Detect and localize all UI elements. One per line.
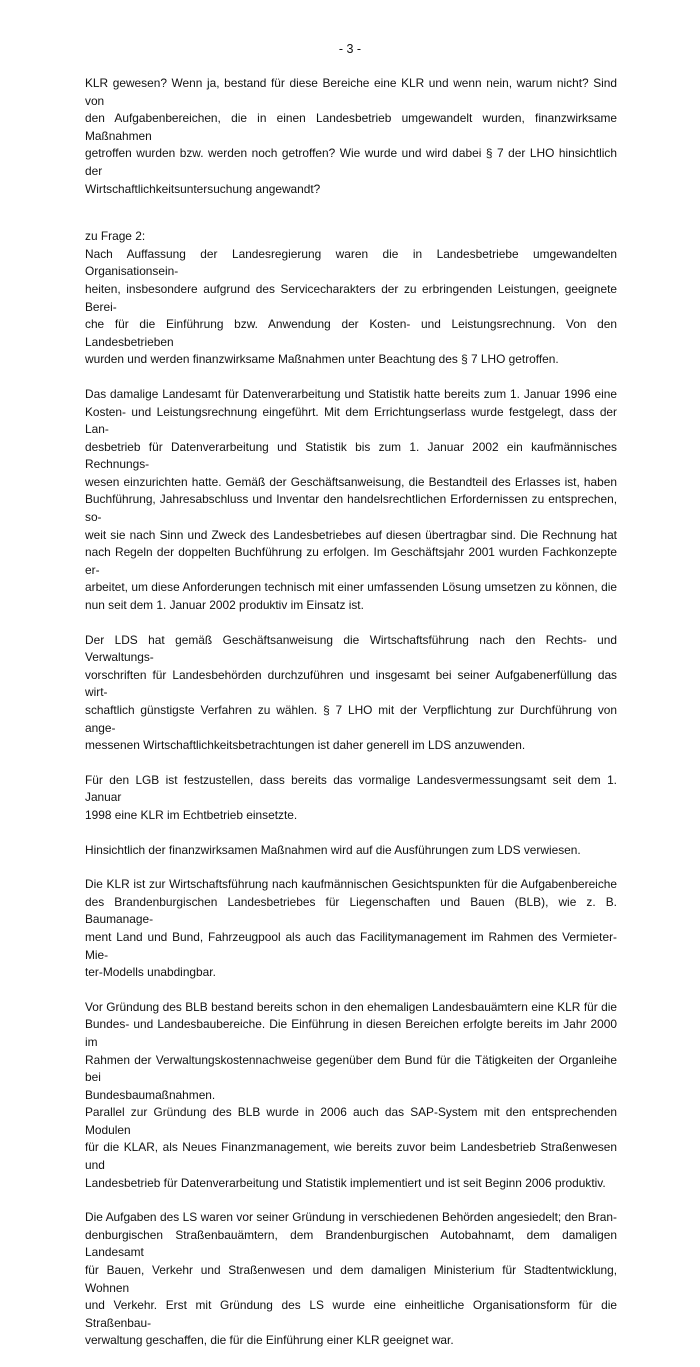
text-line: Kosten- und Leistungsrechnung eingeführt. Mit dem Errichtungserlass wurde festgelegt, dass der Lan- xyxy=(85,404,617,437)
text-line: Das damalige Landesamt für Datenverarbeitung und Statistik hatte bereits zum 1. Januar 1996 eine xyxy=(85,386,617,401)
text-line: Für den LGB ist festzustellen, dass bereits das vormalige Landesvermessungsamt seit dem 1. Januar xyxy=(85,772,617,805)
text-line: Bundes- und Landesbaubereiche. Die Einführung in diesen Bereichen erfolgte bereits im Jahr 2000 im xyxy=(85,1017,617,1049)
text-line: Hinsichtlich der finanzwirksamen Maßnahmen wird auf die Ausführungen zum LDS verwiesen. xyxy=(85,842,581,857)
text-line: heiten, insbesondere aufgrund des Servicecharakters der zu erbringenden Leistungen, geeignete Berei- xyxy=(85,281,617,314)
text-line: Landesbetrieb für Datenverarbeitung und Statistik implementiert und ist seit Beginn 2006 produktiv. xyxy=(85,1175,606,1190)
text-line: Parallel zur Gründung des BLB wurde in 2006 auch das SAP-System mit den entsprechenden Modulen xyxy=(85,1105,617,1137)
text-line: vorschriften für Landesbehörden durchzuführen und insgesamt bei seiner Aufgabenerfüllung das wirt- xyxy=(85,667,617,700)
text-line: wurden und werden finanzwirksame Maßnahmen unter Beachtung des § 7 LHO getroffen. xyxy=(85,352,559,367)
text-line: arbeitet, um diese Anforderungen technisch mit einer umfassenden Lösung umsetzen zu können, die xyxy=(85,580,617,595)
paragraph-blb-history xyxy=(85,999,617,1105)
text-line: Rahmen der Verwaltungskostennachweise gegenüber dem Bund für die Tätigkeiten der Organleihe bei xyxy=(85,1052,617,1085)
text-line: denburgischen Straßenbauämtern, dem Brandenburgischen Autobahnamt, dem damaligen Landesamt xyxy=(85,1227,617,1260)
text-line: 1998 eine KLR im Echtbetrieb einsetzte. xyxy=(85,807,298,822)
text-line: desbetrieb für Datenverarbeitung und Statistik bis zum 1. Januar 2002 ein kaufmännisches Rechnungs- xyxy=(85,439,617,472)
text-line: getroffen wurden bzw. werden noch getroffen? Wie wurde und wird dabei § 7 der LHO hinsichtlich der xyxy=(85,146,617,178)
text-line: Die KLR ist zur Wirtschaftsführung nach kaufmännischen Gesichtspunkten für die Aufgabenbereiche xyxy=(85,877,617,892)
text-line: ter-Modells unabdingbar. xyxy=(85,965,216,980)
text-line: Der LDS hat gemäß Geschäftsanweisung die Wirtschaftsführung nach den Rechts- und Verwaltungs- xyxy=(85,632,617,665)
paragraph-lgb xyxy=(85,772,617,825)
text-line: verwaltung geschaffen, die für die Einführung einer KLR geeignet war. xyxy=(85,1333,454,1348)
text-line: Buchführung, Jahresabschluss und Inventar den handelsrechtlichen Erfordernissen zu entsprechen, so- xyxy=(85,492,617,525)
text-line: ment Land und Bund, Fahrzeugpool als auch das Facilitymanagement im Rahmen des Vermieter-Mie- xyxy=(85,929,617,962)
paragraph-finance-reference xyxy=(85,842,617,860)
paragraph-question-continuation xyxy=(85,75,617,198)
text-line: des Brandenburgischen Landesbetriebes für Liegenschaften und Bauen (BLB), wie z. B. Baumanage- xyxy=(85,894,617,927)
paragraph-blb-klr xyxy=(85,876,617,982)
text-line: che für die Einführung bzw. Anwendung der Kosten- und Leistungsrechnung. Von den Landesbetrieben xyxy=(85,317,617,349)
paragraph-lds-management xyxy=(85,632,617,755)
paragraph-ls-history xyxy=(85,1209,617,1350)
text-line: messenen Wirtschaftlichkeitsbetrachtungen ist daher generell im LDS anzuwenden. xyxy=(85,738,526,753)
text-line: Wirtschaftlichkeitsuntersuchung angewandt? xyxy=(85,181,321,196)
text-line: KLR gewesen? Wenn ja, bestand für diese Bereiche eine KLR und wenn nein, warum nicht? Sind von xyxy=(85,76,617,108)
document-body xyxy=(85,75,617,1367)
text-line: für Bauen, Verkehr und Straßenwesen und dem damaligen Ministerium für Stadtentwicklung, Wohnen xyxy=(85,1263,617,1295)
page-number: - 3 - xyxy=(338,42,362,56)
text-line: für die KLAR, als Neues Finanzmanagement, wie bereits zuvor beim Landesbetrieb Straßenwesen und xyxy=(85,1140,617,1173)
paragraph-answer-heading xyxy=(85,228,617,369)
text-line: wesen einzurichten hatte. Gemäß der Geschäftsanweisung, die Bestandteil des Erlasses ist, haben xyxy=(85,474,617,489)
text-line: schaftlich günstigste Verfahren zu wählen. § 7 LHO mit der Verpflichtung zur Durchführung von ange- xyxy=(85,703,617,735)
text-line: Nach Auffassung der Landesregierung waren die in Landesbetriebe umgewandelten Organisationsein- xyxy=(85,246,617,279)
paragraph-lds-history xyxy=(85,386,617,615)
text-line: Bundesbaumaßnahmen. xyxy=(85,1087,216,1102)
text-line: nach Regeln der doppelten Buchführung zu erfolgen. Im Geschäftsjahr 2001 wurden Fachkonzepte er- xyxy=(85,545,617,577)
text-line: und Verkehr. Erst mit Gründung des LS wurde eine einheitliche Organisationsform für die Straßenbau- xyxy=(85,1298,617,1330)
text-line: nun seit dem 1. Januar 2002 produktiv im Einsatz ist. xyxy=(85,598,364,613)
text-line: Vor Gründung des BLB bestand bereits schon in den ehemaligen Landesbauämtern eine KLR für die xyxy=(85,999,617,1014)
text-line: Die Aufgaben des LS waren vor seiner Gründung in verschiedenen Behörden angesiedelt; den Bran- xyxy=(85,1210,617,1225)
text-line: den Aufgabenbereichen, die in einen Landesbetrieb umgewandelt wurden, finanzwirksame Maßnahmen xyxy=(85,111,617,143)
answer-heading: zu Frage 2: xyxy=(85,229,146,244)
paragraph-sap-system xyxy=(85,1104,617,1192)
text-line: weit sie nach Sinn und Zweck des Landesbetriebes auf diesen übertragbar sind. Die Rechnung hat xyxy=(85,527,617,542)
